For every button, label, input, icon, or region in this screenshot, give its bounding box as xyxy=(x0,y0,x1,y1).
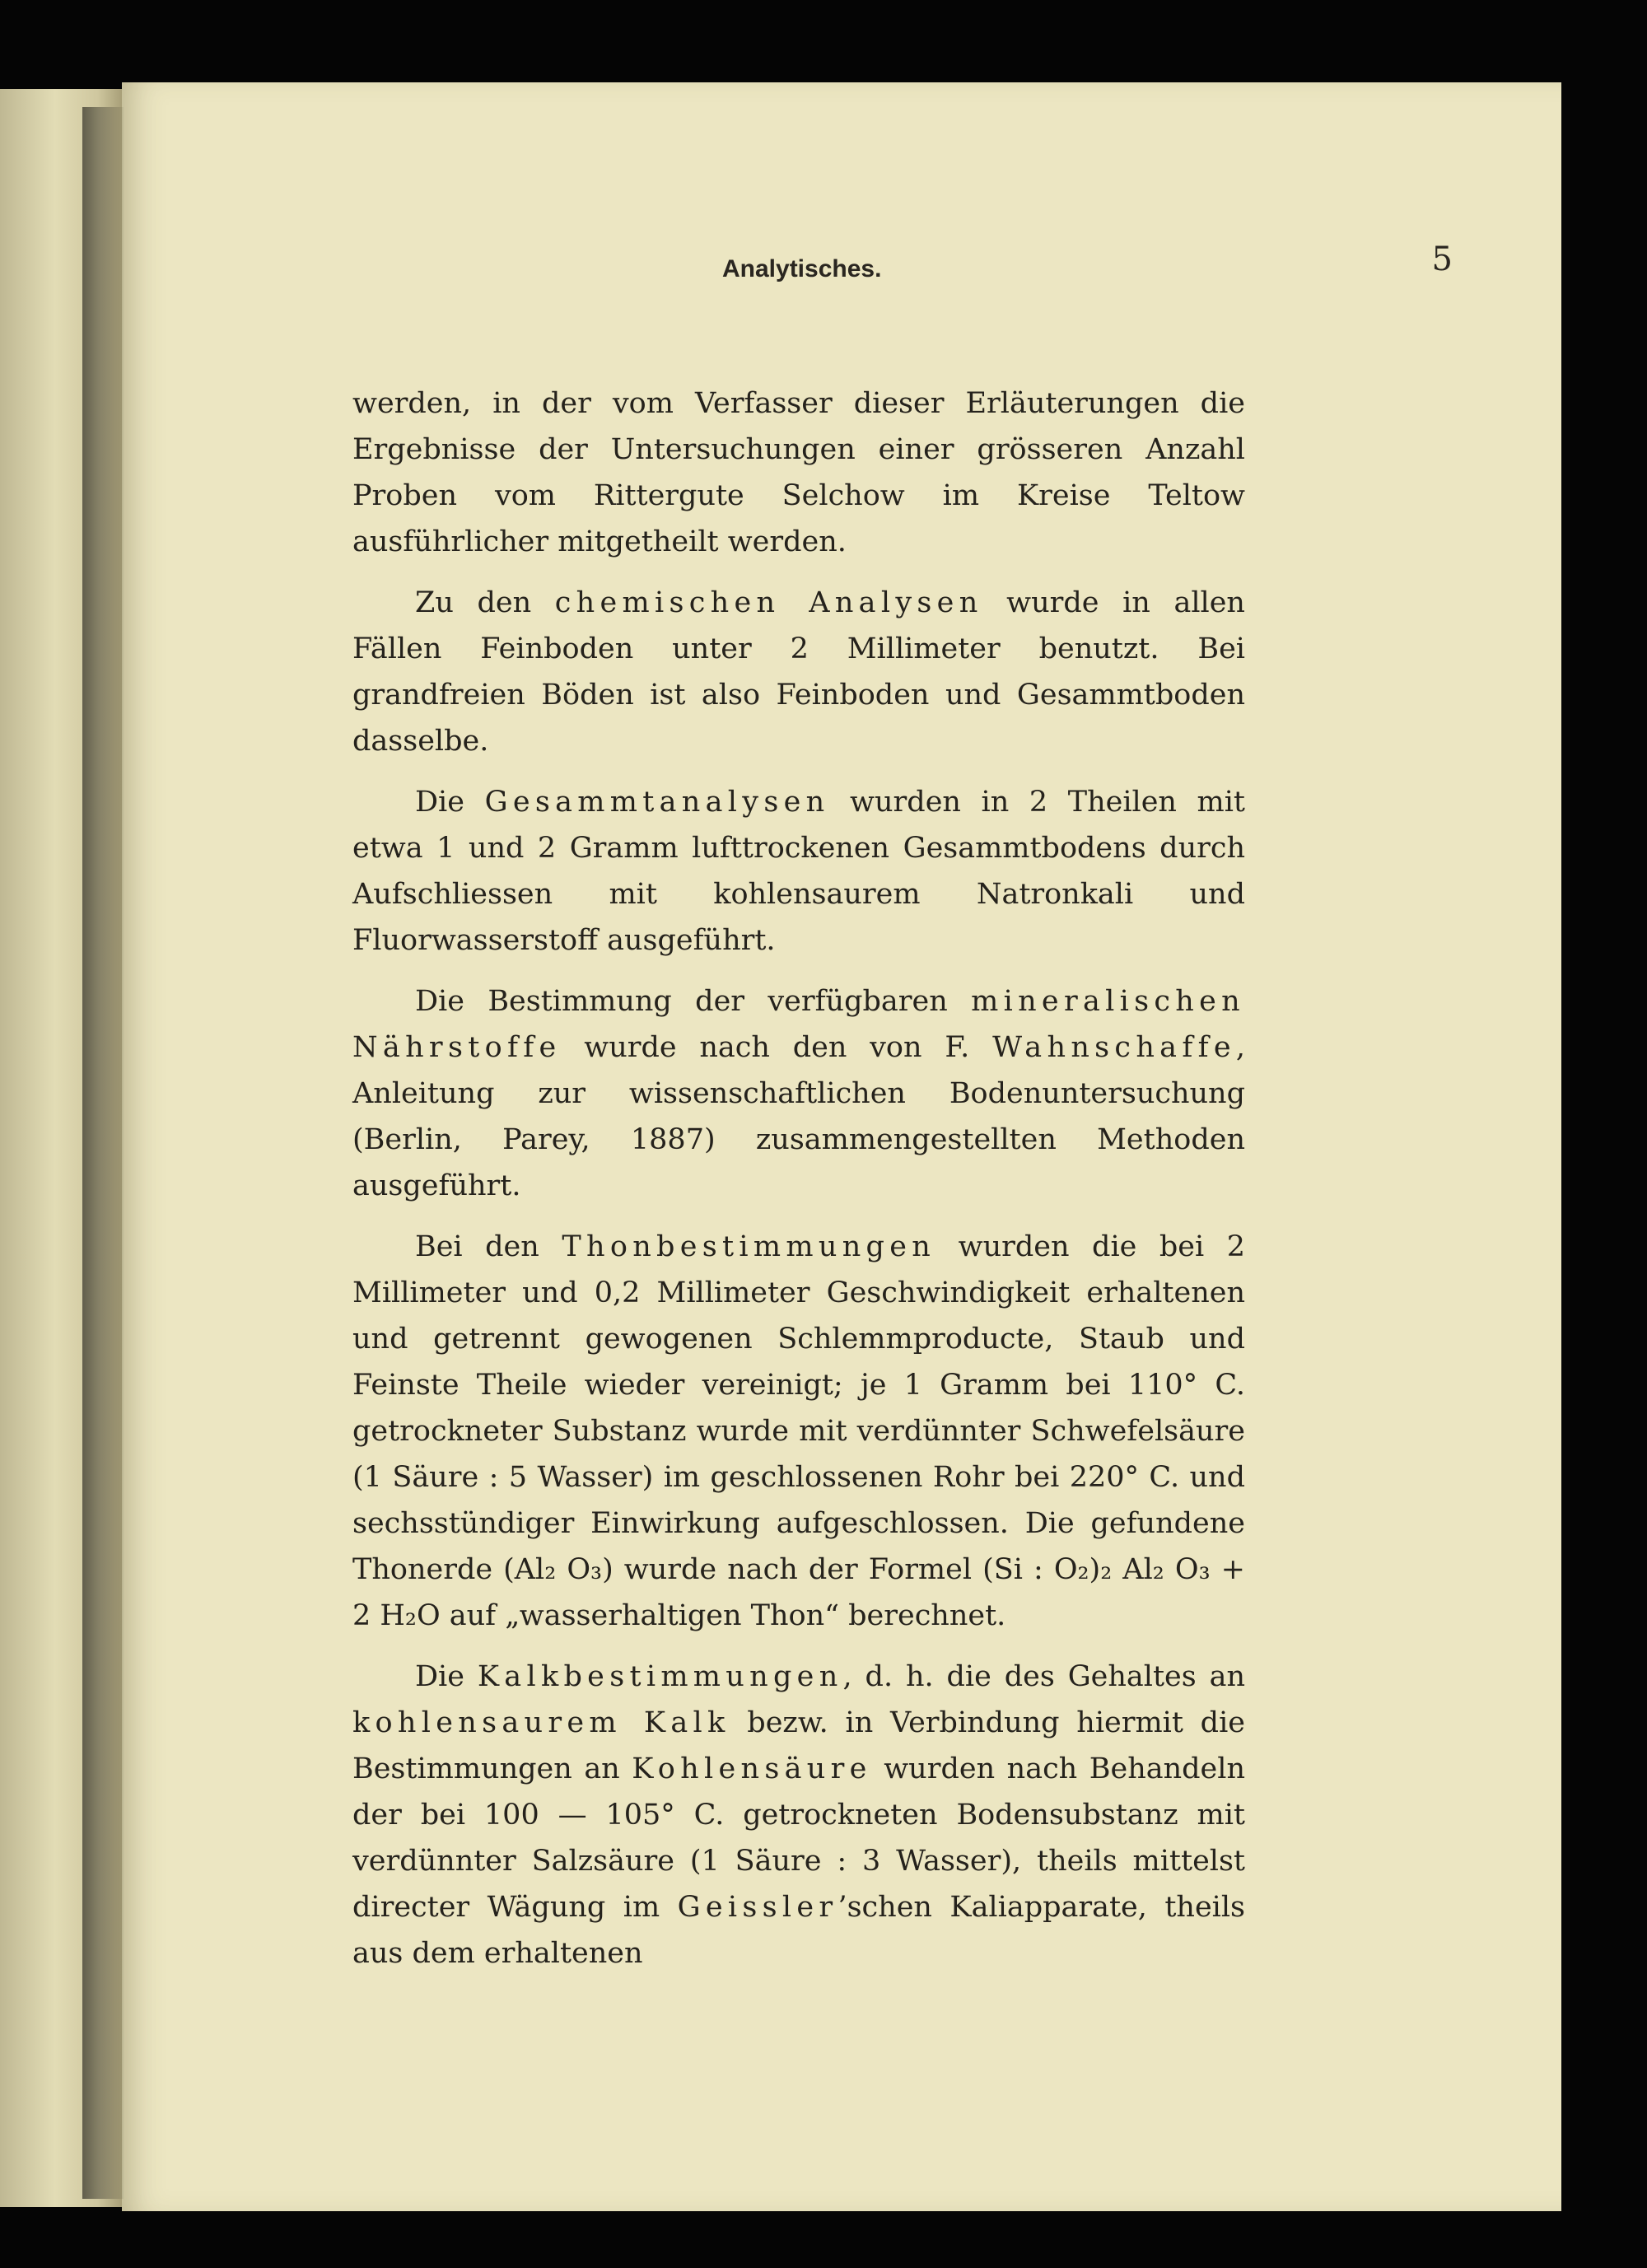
text-run: Bei den xyxy=(415,1230,562,1263)
emphasized-text: Geissler xyxy=(677,1891,838,1924)
text-run: wurde in allen Fällen Feinboden unter 2 Millimeter benutzt. Bei grandfreien Böden ist also Feinboden und Gesammtboden dasselbe. xyxy=(352,586,1245,758)
emphasized-text: Gesammtanalysen xyxy=(484,786,830,819)
text-run: Zu den xyxy=(415,586,555,619)
paragraph-p3 xyxy=(352,779,1245,964)
emphasized-text: chemischen Analysen xyxy=(554,586,983,619)
text-run: Die xyxy=(415,786,485,819)
page-number: 5 xyxy=(1431,240,1453,278)
text-run: bezw. in Verbindung hiermit die Bestimmungen an xyxy=(352,1706,1245,1785)
text-run: ’schen Kaliapparate, theils aus dem erhaltenen xyxy=(352,1891,1246,1970)
paragraph-p1 xyxy=(352,380,1245,565)
paragraph-p5 xyxy=(352,1224,1245,1639)
text-run: wurden die bei 2 Millimeter und 0,2 Millimeter Geschwindigkeit erhaltenen und getrennt gewogenen Schlemmproducte, Staub und Feinste Theile wieder vereinigt; je 1 Gramm bei 110° C. getrockneter Substanz wurde mit verdünnter Schwefelsäure (1 Säure : 5 Wasser) im geschlossenen Rohr bei 220° C. und sechsstündiger Einwirkung aufgeschlossen. Die gefundene Thonerde (Al₂ O₃) wurde nach der Formel (Si : O₂)₂ Al₂ O₃ + 2 H₂O auf „wasserhaltigen Thon“ berechnet. xyxy=(352,1230,1245,1632)
binding-gutter xyxy=(82,107,124,2199)
emphasized-text: Kohlensäure xyxy=(632,1752,872,1785)
text-run: Die xyxy=(415,1660,478,1693)
emphasized-text: Thonbestimmungen xyxy=(562,1230,936,1263)
paragraph-p2 xyxy=(352,580,1245,764)
body-text xyxy=(352,380,1245,1991)
text-run: wurden in 2 Theilen mit etwa 1 und 2 Gramm lufttrockenen Gesammtbodens durch Aufschliessen mit kohlensaurem Natronkali und Fluorwasserstoff ausgeführt. xyxy=(352,786,1245,957)
paragraph-p4 xyxy=(352,978,1245,1209)
page-header xyxy=(352,240,1453,306)
emphasized-text: Kalkbestimmungen xyxy=(477,1660,843,1693)
paragraph-p6 xyxy=(352,1654,1245,1976)
running-title: Analytisches. xyxy=(722,255,882,282)
text-run: Die Bestimmung der verfügbaren xyxy=(415,985,972,1018)
text-run: , Anleitung zur wissenschaftlichen Bodenuntersuchung (Berlin, Parey, 1887) zusammengestellten Methoden ausgeführt. xyxy=(352,1031,1245,1202)
emphasized-text: mineralischen Nährstoffe xyxy=(352,985,1245,1064)
text-run: , d. h. die des Gehaltes an xyxy=(842,1660,1246,1693)
text-run: werden, in der vom Verfasser dieser Erläuterungen die Ergebnisse der Untersuchungen einer grösseren Anzahl Proben vom Rittergute Selchow im Kreise Teltow ausführlicher mitgetheilt werden. xyxy=(352,387,1245,558)
text-run: wurde nach den von F. xyxy=(561,1031,993,1064)
text-run: wurden nach Behandeln der bei 100 — 105° C. getrockneten Bodensubstanz mit verdünnter Salzsäure (1 Säure : 3 Wasser), theils mittelst directer Wägung im xyxy=(352,1752,1245,1924)
emphasized-text: kohlensaurem Kalk xyxy=(352,1706,730,1739)
emphasized-text: Wahnschaffe xyxy=(992,1031,1236,1064)
